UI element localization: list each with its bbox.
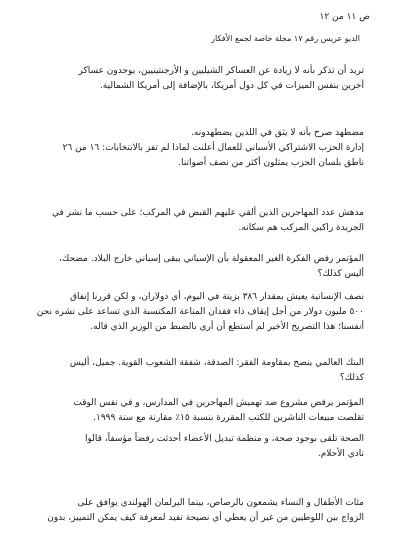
text-line: تقلصت مبيعات الناشرين للكتب المقررة بنسبة ١٥٪ مقارنة مع سنة ١٩٩٩. — [93, 413, 364, 423]
text-line: أنفسنا؛ هذا التصريح الأخير لم أستطع أن أرى بالضبط من الوزير الذي قاله. — [90, 322, 364, 332]
text-line: ٥٠٠ مليون دولار من أجل إيقاف داء فقدان المناعة المكتسبة الذي تساعد على نشره نحن — [36, 307, 364, 317]
text-line: تريد أن تذكر بأنه لا زيادة عن العساكر الشيليين و الأرجنتينيين، يوجدون عساكر — [78, 66, 364, 76]
page-number: ص ١١ من ١٢ — [319, 12, 370, 22]
text-line: ناطق بلسان الحزب يمثلون أكثر من نصف أصواتنا. — [178, 158, 364, 168]
paragraph-2 — [36, 126, 364, 171]
text-line: إدارة الحزب الاشتراكي الأسباني للعمال أعلنت لماذا لم تفز بالانتخابات: ١٦ من ٢٦ — [62, 143, 364, 153]
paragraph-7 — [36, 396, 364, 426]
text-line: مئات الأطفال و النساء يشمعون بالرصاص، بينما البرلمان الهولندي يوافق على — [77, 498, 364, 508]
paragraph-6 — [36, 356, 364, 386]
text-line: مدهش عدد المهاجرين الذين ألقي عليهم القبض في المركب؛ على حسب ما نشر في — [52, 208, 364, 218]
text-line: المؤتمر يرفض مشروع ضد تهميش المهاجرين في المدارس، و في نفس الوقت — [73, 398, 364, 408]
paragraph-8 — [36, 432, 364, 462]
text-line: المؤتمر رفض الفكرة الغير المعقولة بأن الإسباني يبقى إسباني خارج البلاد. مضحك، — [58, 254, 364, 264]
text-line: مضطهد صرح بأنه لا يثق في اللذين يضطهدونه. — [191, 128, 364, 138]
text-line: نصف الإنسانية يعيش بمقدار ٣٨٦ بزيتة في اليوم، أي دولاران، و لكن قررنا إنفاق — [69, 292, 364, 302]
paragraph-5 — [36, 290, 364, 335]
page-header: الديو عريس رقم ١٧ مجلة خاصة لجمع الأفكار — [211, 34, 360, 43]
text-line: أليس كذلك؟ — [317, 269, 364, 279]
paragraph-9 — [36, 496, 364, 526]
text-line: الجريدة راكبي المركب هم سكانه. — [238, 223, 364, 233]
text-line: الصحة تلقى بوجود صحة، و منظمة تبديل الأعضاء أحدثت رفضاً مؤسفاً، قالوا — [84, 434, 364, 444]
text-line: البنك العالمي ينصح بمقاومة الفقر: الصدقة، شفقة الشعوب القوية. جميل، أليس — [69, 358, 364, 368]
paragraph-1 — [36, 64, 364, 94]
text-line: كذلك؟ — [339, 373, 364, 383]
text-line: الزواج بين اللوطيين من غير أن يعطي أي نصيحة تفيد لمعرفة كيف يمكن التمييز، بدون — [47, 513, 364, 523]
text-line: نادي الأحلام. — [317, 449, 364, 459]
paragraph-4 — [36, 252, 364, 282]
paragraph-3 — [36, 206, 364, 236]
text-line: آخرين بنفس الميزات في كل دول أمريكا، بالإضافة إلى أمريكا الشمالية. — [99, 81, 364, 91]
